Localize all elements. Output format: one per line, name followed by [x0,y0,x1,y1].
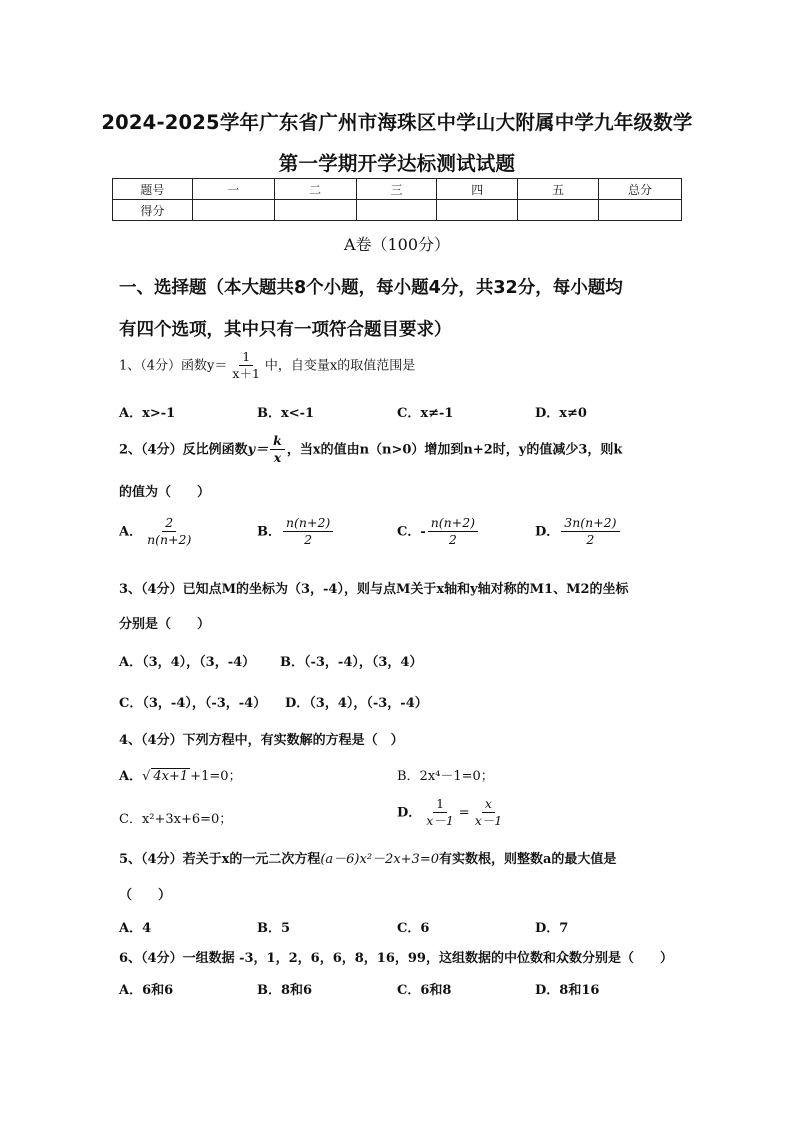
q1-option-d: D．x≠0 [535,406,587,421]
q2-option-c-num: n(n+2) [428,516,478,532]
score-cell: 三 [356,179,437,200]
exam-title-line2: 第一学期开学达标测试试题 [278,152,516,175]
score-input-cell [274,200,356,221]
q4-option-d-num1: 1 [433,797,447,813]
q5-option-b: B．5 [257,921,291,936]
question-4: 4、（4分）下列方程中，有实数解的方程是（ ） [119,733,404,748]
q2-option-d-label: D． [535,524,560,540]
score-cell: 总分 [599,179,682,200]
score-cell: 一 [192,179,274,200]
q4-option-a-rest: +1=0； [190,769,242,784]
q4-option-c: C．x²+3x+6=0； [119,812,233,827]
q5-option-d: D．7 [535,921,569,936]
q5-prefix: 5、（4分）若关于x的一元二次方程 [119,852,321,867]
q2-suffix: ，当x的值由n（n>0）增加到n+2时，y的值减少3，则k [286,442,623,458]
q4-option-d [397,797,507,829]
q2-option-b-fraction [283,516,333,548]
q4-option-d-num2: x [482,797,495,813]
q4-option-d-den1: x－1 [426,813,454,829]
q6-option-b: B．8和6 [257,983,313,998]
q2-option-d-den: 2 [586,532,595,548]
question-5 [119,848,616,867]
score-table [112,178,682,221]
score-cell: 四 [437,179,518,200]
q2-option-b-label: B． [257,524,281,540]
q2-option-b-den: 2 [304,532,313,548]
section-a-heading: A卷（100分） [343,235,451,254]
q4-option-d-den2: x－1 [474,813,503,829]
q4-option-d-frac1 [423,797,457,829]
q4-option-a [119,765,242,784]
q5-option-a: A．4 [119,921,152,936]
q4-option-d-eq: = [458,805,470,821]
q2-prefix: 2、（4分）反比例函数 [119,442,248,458]
q2-option-a-num: 2 [162,516,176,532]
q3-option-a: A．（3，4），（3，-4） [119,655,256,670]
score-input-cell [518,200,599,221]
q2-option-c [397,516,480,548]
score-cell: 二 [274,179,356,200]
q2-frac-den: x [273,450,282,466]
q5-option-c: C．6 [397,921,430,936]
question-6: 6、（4分）一组数据 -3，1，2，6，6，8，16，99，这组数据的中位数和众数分别是（ ） [119,951,673,966]
q1-func-lhs: y＝ [207,358,228,374]
score-cell: 五 [518,179,599,200]
q3-option-c: C．（3，-4），（-3，-4） [119,696,267,711]
q2-option-a-fraction [144,516,194,548]
section1-heading-line2: 有四个选项，其中只有一项符合题目要求） [119,320,452,340]
question-3: 3、（4分）已知点M的坐标为（3，-4），则与点M关于x轴和y轴对称的M1、M2的坐标 [119,582,629,597]
question-2 [119,434,622,466]
q5-suffix: 有实数根，则整数a的最大值是 [438,852,617,867]
q4-option-a-radicand: 4x+1 [153,769,189,784]
q2-option-a-den: n(n+2) [147,532,192,548]
q6-option-d: D．8和16 [535,983,600,998]
score-input-cell [192,200,274,221]
q2-func-lhs: y＝ [247,442,269,458]
q3-option-d: D．（3，4），（-3，-4） [285,696,428,711]
q3-option-b: B．（-3，-4），（3，4） [280,655,423,670]
score-input-cell [437,200,518,221]
q2-option-c-fraction [428,516,478,548]
q2-option-d-num: 3n(n+2) [561,516,619,532]
q5-line2: （ ） [119,888,172,903]
q1-prefix: 1、（4分）函数 [119,358,208,374]
q4-option-a-label: A． [119,769,143,784]
score-table-score-row [113,200,682,221]
q1-frac-num: 1 [239,350,253,366]
q1-suffix: 中，自变量x的取值范围是 [264,358,416,374]
q1-frac-den: x＋1 [232,366,260,382]
q2-option-c-label: C．- [397,524,426,540]
sqrt-sign: √ [142,769,151,784]
exam-title-line1: 2024-2025学年广东省广州市海珠区中学山大附属中学九年级数学 [101,111,693,134]
question-1 [119,350,415,382]
q4-option-d-frac2 [472,797,506,829]
score-input-cell [599,200,682,221]
q1-fraction [229,350,263,382]
q2-option-b [257,516,335,548]
score-table-header-row [113,179,682,200]
score-cell: 得分 [113,200,193,221]
q2-option-b-num: n(n+2) [283,516,333,532]
section1-heading-line1: 一、选择题（本大题共8个小题，每小题4分，共32分，每小题均 [119,278,623,298]
score-cell: 题号 [113,179,193,200]
q2-frac-num: k [270,434,285,450]
score-input-cell [356,200,437,221]
q6-option-c: C．6和8 [397,983,452,998]
q2-option-a [119,516,196,548]
q2-fraction [270,434,285,466]
q2-option-c-den: 2 [448,532,457,548]
q4-option-d-label: D． [397,805,422,821]
q4-option-b: B．2x⁴－1=0； [397,769,494,784]
q2-option-d-fraction [561,516,619,548]
q1-option-a: A．x>-1 [119,406,176,421]
q1-option-b: B．x<-1 [257,406,315,421]
q1-option-c: C．x≠-1 [397,406,454,421]
q3-line2: 分别是（ ） [119,617,211,632]
q5-equation: (a－6)x²－2x+3=0 [320,852,439,867]
q2-line2: 的值为（ ） [119,485,211,500]
q2-option-a-label: A． [119,524,143,540]
q2-option-d [535,516,622,548]
q6-option-a: A．6和6 [119,983,174,998]
